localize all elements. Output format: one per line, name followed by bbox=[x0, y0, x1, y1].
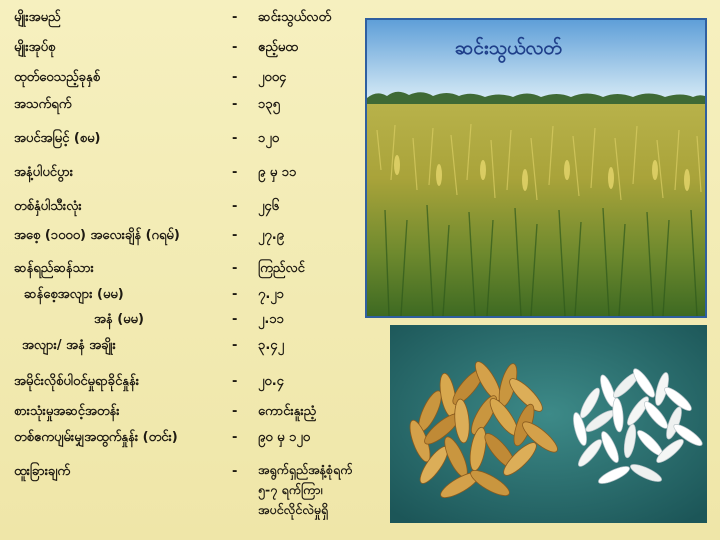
rice-grain-photo bbox=[390, 325, 707, 523]
spec-value: ၉၀ မှ ၁၂၀ bbox=[258, 430, 311, 445]
spec-value: ၂၄၆ bbox=[258, 199, 280, 214]
spec-dash: - bbox=[232, 261, 238, 276]
spec-value: ကောင်းနူးညံ့ bbox=[258, 404, 317, 419]
spec-value: ကြည်လင် bbox=[258, 261, 305, 276]
spec-value: ၁၃၅ bbox=[258, 97, 280, 112]
spec-dash: - bbox=[232, 70, 238, 85]
paddy-field-illustration bbox=[367, 20, 705, 316]
spec-row-variety bbox=[0, 6, 395, 30]
spec-value: ဆင်းသွယ်လတ် bbox=[258, 10, 332, 25]
spec-dash: - bbox=[232, 464, 238, 479]
spec-label: အနံ့ပါပင်ပွား bbox=[14, 165, 74, 180]
spec-dash: - bbox=[232, 312, 238, 327]
special-features-notes bbox=[258, 460, 398, 520]
spec-row-height bbox=[0, 127, 395, 151]
spec-dash: - bbox=[232, 199, 238, 214]
spec-label: ထူးခြားချက် bbox=[14, 464, 71, 479]
spec-label: စားသုံးမှုအဆင့်အတန်း bbox=[14, 404, 120, 419]
spec-row-1000-grain-weight bbox=[0, 224, 395, 248]
note-line: အရွက်ရှည်အနံ့စုံရက် bbox=[258, 462, 353, 477]
note-line: အပင်လိုင်လဲမှုရှိ bbox=[258, 502, 329, 517]
spec-value: ၂.၁၁ bbox=[258, 312, 284, 327]
spec-dash: - bbox=[232, 228, 238, 243]
spec-row-grain-quality bbox=[0, 257, 395, 281]
spec-row-release-year bbox=[0, 66, 395, 90]
spec-dash: - bbox=[232, 338, 238, 353]
spec-value: ၃.၄၂ bbox=[258, 338, 284, 353]
spec-dash: - bbox=[232, 97, 238, 112]
spec-dash: - bbox=[232, 374, 238, 389]
spec-row-amylose bbox=[0, 370, 395, 394]
spec-value: ဧည့်မထ bbox=[258, 40, 298, 55]
spec-label: အလျား/ အနံ အချိုး bbox=[22, 338, 116, 353]
spec-label: မျိုးအုပ်စု bbox=[14, 40, 56, 55]
spec-value: ၂၀.၄ bbox=[258, 374, 284, 389]
spec-dash: - bbox=[232, 287, 238, 302]
spec-label: ထုတ်ဝေသည့်ခုနှစ် bbox=[14, 70, 101, 85]
spec-row-duration bbox=[0, 93, 395, 117]
spec-label: အသက်ရက် bbox=[14, 97, 72, 112]
spec-label: မျိုးအမည် bbox=[14, 10, 61, 25]
spec-dash: - bbox=[232, 10, 238, 25]
spec-value: ၉ မှ ၁၁ bbox=[258, 165, 297, 180]
photo-title: ဆင်းသွယ်လတ် bbox=[455, 37, 562, 59]
spec-row-grain-width bbox=[0, 308, 395, 332]
spec-row-grain-length bbox=[0, 283, 395, 307]
spec-value: ၁၂၀ bbox=[258, 131, 280, 146]
spec-label: ဆန်စေ့အလျား (မမ) bbox=[24, 287, 124, 302]
spec-dash: - bbox=[232, 40, 238, 55]
spec-dash: - bbox=[232, 131, 238, 146]
spec-row-grains-per-panicle bbox=[0, 195, 395, 219]
spec-dash: - bbox=[232, 165, 238, 180]
spec-row-yield bbox=[0, 426, 395, 450]
spec-value: ၇.၂၁ bbox=[258, 287, 284, 302]
spec-value: ၂၀၀၄ bbox=[258, 70, 287, 85]
spec-label: အမိုင်းလိုစ်ပါဝင်မှုရာခိုင်နှုန်း bbox=[14, 374, 140, 389]
spec-label: ဆန်ရည်ဆန်သား bbox=[14, 261, 94, 276]
rice-grain-illustration bbox=[390, 325, 707, 523]
paddy-field-photo bbox=[365, 18, 707, 318]
spec-row-tillers bbox=[0, 161, 395, 185]
spec-label: တစ်နှံပါသီးလုံး bbox=[14, 199, 82, 214]
spec-label: အနံ (မမ) bbox=[94, 312, 144, 327]
spec-label: အစေ့ (၁၀၀၀) အလေးချိန် (ဂရမ်) bbox=[14, 228, 180, 243]
spec-row-length-width-ratio bbox=[0, 334, 395, 358]
spec-dash: - bbox=[232, 430, 238, 445]
spec-dash: - bbox=[232, 404, 238, 419]
spec-value: ၂၇.၉ bbox=[258, 228, 284, 243]
spec-row-eating-quality bbox=[0, 400, 395, 424]
spec-label: တစ်ဧကပျမ်းမျှအထွက်နှုန်း (တင်း) bbox=[14, 430, 178, 445]
spec-row-group bbox=[0, 36, 395, 60]
spec-label: အပင်အမြင့် (စမ) bbox=[14, 131, 101, 146]
note-line: ၅-၇ ရက်ကြာ၊ bbox=[258, 482, 323, 497]
